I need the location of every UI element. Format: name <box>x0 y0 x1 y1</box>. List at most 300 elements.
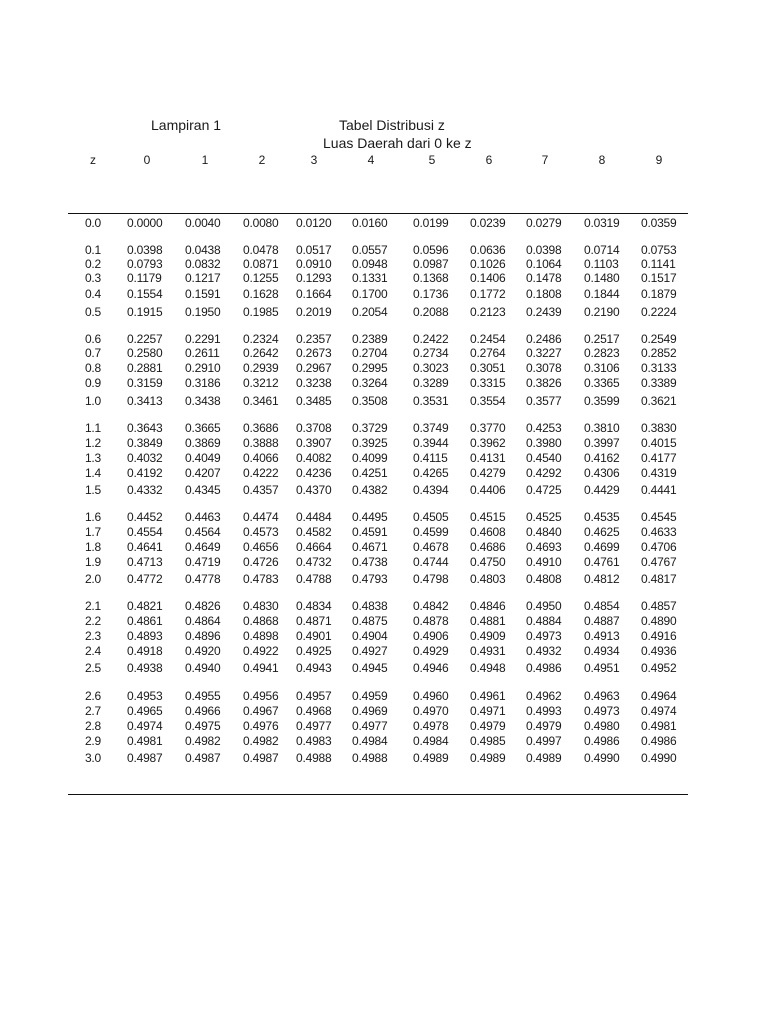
table-cell: 0.3212 <box>243 376 279 390</box>
column-header-5: 5 <box>428 153 436 167</box>
table-cell: 0.3643 <box>127 421 163 435</box>
table-cell: 0.3413 <box>127 394 163 408</box>
table-cell: 0.4162 <box>584 451 620 465</box>
table-cell: 0.4394 <box>413 483 449 497</box>
table-cell: 0.3227 <box>526 346 562 360</box>
table-row <box>0 451 768 465</box>
z-value: 0.9 <box>84 376 102 390</box>
table-cell: 0.3461 <box>243 394 279 408</box>
table-cell: 0.0199 <box>413 216 449 230</box>
table-cell: 0.3665 <box>185 421 221 435</box>
table-cell: 0.4982 <box>243 734 279 748</box>
table-cell: 0.4983 <box>296 734 332 748</box>
table-cell: 0.4977 <box>352 719 388 733</box>
table-cell: 0.4192 <box>127 466 163 480</box>
table-cell: 0.4875 <box>352 614 388 628</box>
table-row <box>0 394 768 408</box>
table-cell: 0.4968 <box>296 704 332 718</box>
table-cell: 0.4357 <box>243 483 279 497</box>
table-row <box>0 436 768 450</box>
table-cell: 0.4969 <box>352 704 388 718</box>
table-cell: 0.4370 <box>296 483 332 497</box>
table-cell: 0.4772 <box>127 572 163 586</box>
table-row <box>0 216 768 230</box>
table-cell: 0.3238 <box>296 376 332 390</box>
table-cell: 0.3264 <box>352 376 388 390</box>
table-cell: 0.3133 <box>641 361 677 375</box>
table-cell: 0.4986 <box>526 661 562 675</box>
table-cell: 0.2881 <box>127 361 163 375</box>
z-value: 2.1 <box>84 599 102 613</box>
table-cell: 0.3621 <box>641 394 677 408</box>
table-row <box>0 271 768 285</box>
table-cell: 0.4864 <box>185 614 221 628</box>
column-header-7: 7 <box>541 153 549 167</box>
table-cell: 0.4251 <box>352 466 388 480</box>
table-cell: 0.4906 <box>413 629 449 643</box>
table-cell: 0.4545 <box>641 510 677 524</box>
table-cell: 0.2123 <box>470 305 506 319</box>
table-cell: 0.4893 <box>127 629 163 643</box>
z-value: 2.5 <box>84 661 102 675</box>
table-cell: 0.2734 <box>413 346 449 360</box>
table-cell: 0.4922 <box>243 644 279 658</box>
z-value: 2.6 <box>84 689 102 703</box>
table-cell: 0.3051 <box>470 361 506 375</box>
table-cell: 0.4732 <box>296 555 332 569</box>
table-cell: 0.4984 <box>352 734 388 748</box>
table-cell: 0.3888 <box>243 436 279 450</box>
table-cell: 0.4834 <box>296 599 332 613</box>
table-cell: 0.4987 <box>243 751 279 765</box>
table-cell: 0.4625 <box>584 525 620 539</box>
table-cell: 0.4540 <box>526 451 562 465</box>
table-cell: 0.4767 <box>641 555 677 569</box>
table-cell: 0.4854 <box>584 599 620 613</box>
table-cell: 0.1478 <box>526 271 562 285</box>
table-cell: 0.4984 <box>413 734 449 748</box>
column-header-3: 3 <box>310 153 318 167</box>
z-value: 2.7 <box>84 704 102 718</box>
table-cell: 0.4985 <box>470 734 506 748</box>
table-cell: 0.3686 <box>243 421 279 435</box>
table-row <box>0 421 768 435</box>
column-header-1: 1 <box>201 153 209 167</box>
z-value: 0.8 <box>84 361 102 375</box>
table-cell: 0.4292 <box>526 466 562 480</box>
z-value: 1.9 <box>84 555 102 569</box>
table-cell: 0.4382 <box>352 483 388 497</box>
table-cell: 0.2291 <box>185 332 221 346</box>
table-cell: 0.4997 <box>526 734 562 748</box>
table-cell: 0.1915 <box>127 305 163 319</box>
table-row <box>0 704 768 718</box>
table-cell: 0.2580 <box>127 346 163 360</box>
table-cell: 0.4842 <box>413 599 449 613</box>
table-cell: 0.2611 <box>185 346 220 360</box>
table-cell: 0.1064 <box>526 257 562 271</box>
table-cell: 0.1293 <box>296 271 332 285</box>
z-value: 2.3 <box>84 629 102 643</box>
table-cell: 0.4177 <box>641 451 677 465</box>
table-cell: 0.2324 <box>243 332 279 346</box>
table-cell: 0.4725 <box>526 483 562 497</box>
table-cell: 0.3925 <box>352 436 388 450</box>
table-cell: 0.4505 <box>413 510 449 524</box>
table-cell: 0.2764 <box>470 346 506 360</box>
table-cell: 0.4591 <box>352 525 388 539</box>
table-cell: 0.4131 <box>470 451 506 465</box>
table-cell: 0.3554 <box>470 394 506 408</box>
table-cell: 0.4964 <box>641 689 677 703</box>
table-cell: 0.1736 <box>413 287 449 301</box>
table-cell: 0.4887 <box>584 614 620 628</box>
table-cell: 0.4564 <box>185 525 221 539</box>
table-cell: 0.3159 <box>127 376 163 390</box>
table-cell: 0.4726 <box>243 555 279 569</box>
table-cell: 0.4943 <box>296 661 332 675</box>
table-cell: 0.4279 <box>470 466 506 480</box>
column-header-z: z <box>90 153 96 167</box>
table-cell: 0.4974 <box>641 704 677 718</box>
table-cell: 0.0636 <box>470 243 506 257</box>
column-header-8: 8 <box>598 153 606 167</box>
table-row <box>0 719 768 733</box>
table-cell: 0.4032 <box>127 451 163 465</box>
table-cell: 0.3106 <box>584 361 620 375</box>
table-cell: 0.2823 <box>584 346 620 360</box>
table-cell: 0.4495 <box>352 510 388 524</box>
table-cell: 0.4901 <box>296 629 332 643</box>
table-cell: 0.4207 <box>185 466 221 480</box>
table-cell: 0.4830 <box>243 599 279 613</box>
table-cell: 0.4857 <box>641 599 677 613</box>
table-cell: 0.3531 <box>413 394 449 408</box>
table-cell: 0.4236 <box>296 466 332 480</box>
table-cell: 0.3508 <box>352 394 388 408</box>
table-cell: 0.1517 <box>641 271 677 285</box>
table-cell: 0.4980 <box>584 719 620 733</box>
z-value: 1.7 <box>84 525 102 539</box>
table-row <box>0 361 768 375</box>
table-cell: 0.4961 <box>470 689 506 703</box>
table-cell: 0.0239 <box>470 216 506 230</box>
column-header-2: 2 <box>258 153 266 167</box>
column-header-9: 9 <box>655 153 663 167</box>
table-cell: 0.4938 <box>127 661 163 675</box>
table-cell: 0.4332 <box>127 483 163 497</box>
table-cell: 0.4582 <box>296 525 332 539</box>
table-cell: 0.0987 <box>413 257 449 271</box>
table-cell: 0.3830 <box>641 421 677 435</box>
table-row <box>0 305 768 319</box>
table-cell: 0.4798 <box>413 572 449 586</box>
table-cell: 0.3365 <box>584 376 620 390</box>
column-header-6: 6 <box>485 153 493 167</box>
table-cell: 0.3749 <box>413 421 449 435</box>
table-cell: 0.3708 <box>296 421 332 435</box>
table-row <box>0 346 768 360</box>
table-row <box>0 629 768 643</box>
table-cell: 0.0832 <box>185 257 221 271</box>
z-value: 0.2 <box>84 257 102 271</box>
table-cell: 0.4904 <box>352 629 388 643</box>
table-cell: 0.4878 <box>413 614 449 628</box>
table-cell: 0.4693 <box>526 540 562 554</box>
table-cell: 0.3962 <box>470 436 506 450</box>
table-cell: 0.4881 <box>470 614 506 628</box>
table-cell: 0.1480 <box>584 271 620 285</box>
table-cell: 0.4803 <box>470 572 506 586</box>
table-cell: 0.4812 <box>584 572 620 586</box>
table-cell: 0.3438 <box>185 394 221 408</box>
table-cell: 0.4319 <box>641 466 677 480</box>
z-value: 0.3 <box>84 271 102 285</box>
table-row <box>0 510 768 524</box>
z-value: 0.7 <box>84 346 102 360</box>
table-cell: 0.1026 <box>470 257 506 271</box>
table-cell: 0.4678 <box>413 540 449 554</box>
table-cell: 0.4474 <box>243 510 279 524</box>
table-cell: 0.4981 <box>641 719 677 733</box>
table-cell: 0.4573 <box>243 525 279 539</box>
table-cell: 0.0714 <box>584 243 620 257</box>
table-cell: 0.4929 <box>413 644 449 658</box>
table-cell: 0.2224 <box>641 305 677 319</box>
table-cell: 0.1103 <box>584 257 619 271</box>
table-cell: 0.4918 <box>127 644 163 658</box>
table-cell: 0.4222 <box>243 466 279 480</box>
table-cell: 0.0080 <box>243 216 279 230</box>
z-value: 0.0 <box>84 216 102 230</box>
table-cell: 0.4989 <box>470 751 506 765</box>
table-cell: 0.1217 <box>185 271 221 285</box>
column-header-4: 4 <box>367 153 375 167</box>
table-cell: 0.0319 <box>584 216 620 230</box>
table-cell: 0.4896 <box>185 629 221 643</box>
table-cell: 0.3849 <box>127 436 163 450</box>
table-cell: 0.0279 <box>526 216 562 230</box>
table-cell: 0.4744 <box>413 555 449 569</box>
table-cell: 0.2673 <box>296 346 332 360</box>
table-cell: 0.2549 <box>641 332 677 346</box>
table-cell: 0.4975 <box>185 719 221 733</box>
table-cell: 0.4713 <box>127 555 163 569</box>
table-cell: 0.4761 <box>584 555 620 569</box>
table-cell: 0.1808 <box>526 287 562 301</box>
z-value: 2.0 <box>84 572 102 586</box>
table-cell: 0.1664 <box>296 287 332 301</box>
table-cell: 0.0398 <box>127 243 163 257</box>
table-cell: 0.4953 <box>127 689 163 703</box>
table-cell: 0.2054 <box>352 305 388 319</box>
table-cell: 0.4979 <box>470 719 506 733</box>
table-cell: 0.0557 <box>352 243 388 257</box>
table-row <box>0 257 768 271</box>
table-cell: 0.4535 <box>584 510 620 524</box>
table-cell: 0.1844 <box>584 287 620 301</box>
table-cell: 0.0040 <box>185 216 221 230</box>
table-cell: 0.4946 <box>413 661 449 675</box>
table-cell: 0.0871 <box>243 257 279 271</box>
table-cell: 0.2910 <box>185 361 221 375</box>
table-cell: 0.0478 <box>243 243 279 257</box>
z-value: 1.5 <box>84 483 102 497</box>
table-cell: 0.4738 <box>352 555 388 569</box>
table-cell: 0.2019 <box>296 305 332 319</box>
table-cell: 0.1772 <box>470 287 506 301</box>
table-cell: 0.4599 <box>413 525 449 539</box>
table-cell: 0.4115 <box>413 451 448 465</box>
table-cell: 0.4699 <box>584 540 620 554</box>
z-value: 1.6 <box>84 510 102 524</box>
table-row <box>0 525 768 539</box>
table-top-rule <box>68 213 688 214</box>
table-cell: 0.4973 <box>584 704 620 718</box>
table-cell: 0.2422 <box>413 332 449 346</box>
table-cell: 0.3599 <box>584 394 620 408</box>
table-cell: 0.4788 <box>296 572 332 586</box>
table-cell: 0.4993 <box>526 704 562 718</box>
table-cell: 0.4955 <box>185 689 221 703</box>
z-value: 1.8 <box>84 540 102 554</box>
table-cell: 0.3826 <box>526 376 562 390</box>
table-cell: 0.4265 <box>413 466 449 480</box>
table-cell: 0.4429 <box>584 483 620 497</box>
z-value: 2.2 <box>84 614 102 628</box>
table-cell: 0.4838 <box>352 599 388 613</box>
table-cell: 0.4554 <box>127 525 163 539</box>
table-cell: 0.1591 <box>185 287 221 301</box>
table-cell: 0.4049 <box>185 451 221 465</box>
table-cell: 0.4945 <box>352 661 388 675</box>
table-cell: 0.0000 <box>127 216 163 230</box>
table-cell: 0.0793 <box>127 257 163 271</box>
table-row <box>0 332 768 346</box>
table-cell: 0.3186 <box>185 376 221 390</box>
z-value: 0.5 <box>84 305 102 319</box>
page-title: Tabel Distribusi z <box>339 117 445 133</box>
table-cell: 0.4927 <box>352 644 388 658</box>
table-cell: 0.4484 <box>296 510 332 524</box>
table-cell: 0.3997 <box>584 436 620 450</box>
table-cell: 0.4345 <box>185 483 221 497</box>
table-cell: 0.4970 <box>413 704 449 718</box>
table-row <box>0 644 768 658</box>
table-cell: 0.1700 <box>352 287 388 301</box>
table-cell: 0.4989 <box>526 751 562 765</box>
table-cell: 0.1406 <box>470 271 506 285</box>
table-cell: 0.0910 <box>296 257 332 271</box>
table-cell: 0.3907 <box>296 436 332 450</box>
table-cell: 0.2517 <box>584 332 620 346</box>
table-cell: 0.4868 <box>243 614 279 628</box>
table-cell: 0.4817 <box>641 572 677 586</box>
table-cell: 0.4783 <box>243 572 279 586</box>
table-cell: 0.3078 <box>526 361 562 375</box>
table-cell: 0.4706 <box>641 540 677 554</box>
table-cell: 0.4066 <box>243 451 279 465</box>
table-cell: 0.4015 <box>641 436 677 450</box>
table-cell: 0.4963 <box>584 689 620 703</box>
table-cell: 0.2439 <box>526 305 562 319</box>
table-cell: 0.2642 <box>243 346 279 360</box>
table-cell: 0.4846 <box>470 599 506 613</box>
table-cell: 0.4840 <box>526 525 562 539</box>
column-header-0: 0 <box>143 153 151 167</box>
table-cell: 0.4253 <box>526 421 562 435</box>
table-cell: 0.3944 <box>413 436 449 450</box>
table-cell: 0.0596 <box>413 243 449 257</box>
table-cell: 0.4986 <box>641 734 677 748</box>
table-row <box>0 287 768 301</box>
table-cell: 0.3980 <box>526 436 562 450</box>
table-row <box>0 751 768 765</box>
table-cell: 0.0753 <box>641 243 677 257</box>
table-cell: 0.1331 <box>352 271 388 285</box>
table-cell: 0.0398 <box>526 243 562 257</box>
table-cell: 0.2454 <box>470 332 506 346</box>
table-cell: 0.4909 <box>470 629 506 643</box>
table-cell: 0.4664 <box>296 540 332 554</box>
table-cell: 0.4641 <box>127 540 163 554</box>
table-cell: 0.4925 <box>296 644 332 658</box>
table-cell: 0.3023 <box>413 361 449 375</box>
table-cell: 0.4861 <box>127 614 163 628</box>
table-cell: 0.4649 <box>185 540 221 554</box>
table-cell: 0.4932 <box>526 644 562 658</box>
table-cell: 0.1985 <box>243 305 279 319</box>
table-cell: 0.2852 <box>641 346 677 360</box>
table-cell: 0.4941 <box>243 661 279 675</box>
table-cell: 0.4515 <box>470 510 506 524</box>
table-cell: 0.2486 <box>526 332 562 346</box>
table-cell: 0.1950 <box>185 305 221 319</box>
z-value: 2.4 <box>84 644 102 658</box>
table-cell: 0.4452 <box>127 510 163 524</box>
table-cell: 0.0438 <box>185 243 221 257</box>
table-cell: 0.4934 <box>584 644 620 658</box>
z-value: 2.8 <box>84 719 102 733</box>
table-cell: 0.4966 <box>185 704 221 718</box>
table-cell: 0.4671 <box>352 540 388 554</box>
table-cell: 0.1255 <box>243 271 279 285</box>
table-cell: 0.4633 <box>641 525 677 539</box>
table-cell: 0.4974 <box>127 719 163 733</box>
table-cell: 0.3810 <box>584 421 620 435</box>
table-cell: 0.3289 <box>413 376 449 390</box>
table-cell: 0.4306 <box>584 466 620 480</box>
table-cell: 0.4976 <box>243 719 279 733</box>
table-cell: 0.4956 <box>243 689 279 703</box>
table-cell: 0.4962 <box>526 689 562 703</box>
page-subtitle: Luas Daerah dari 0 ke z <box>323 135 472 151</box>
table-cell: 0.4686 <box>470 540 506 554</box>
z-value: 2.9 <box>84 734 102 748</box>
table-cell: 0.4884 <box>526 614 562 628</box>
table-cell: 0.4920 <box>185 644 221 658</box>
table-cell: 0.1879 <box>641 287 677 301</box>
table-cell: 0.3869 <box>185 436 221 450</box>
table-cell: 0.4898 <box>243 629 279 643</box>
table-cell: 0.4990 <box>584 751 620 765</box>
table-cell: 0.2088 <box>413 305 449 319</box>
table-cell: 0.1141 <box>641 257 676 271</box>
table-cell: 0.4981 <box>127 734 163 748</box>
table-cell: 0.1368 <box>413 271 449 285</box>
table-cell: 0.3577 <box>526 394 562 408</box>
table-row <box>0 689 768 703</box>
